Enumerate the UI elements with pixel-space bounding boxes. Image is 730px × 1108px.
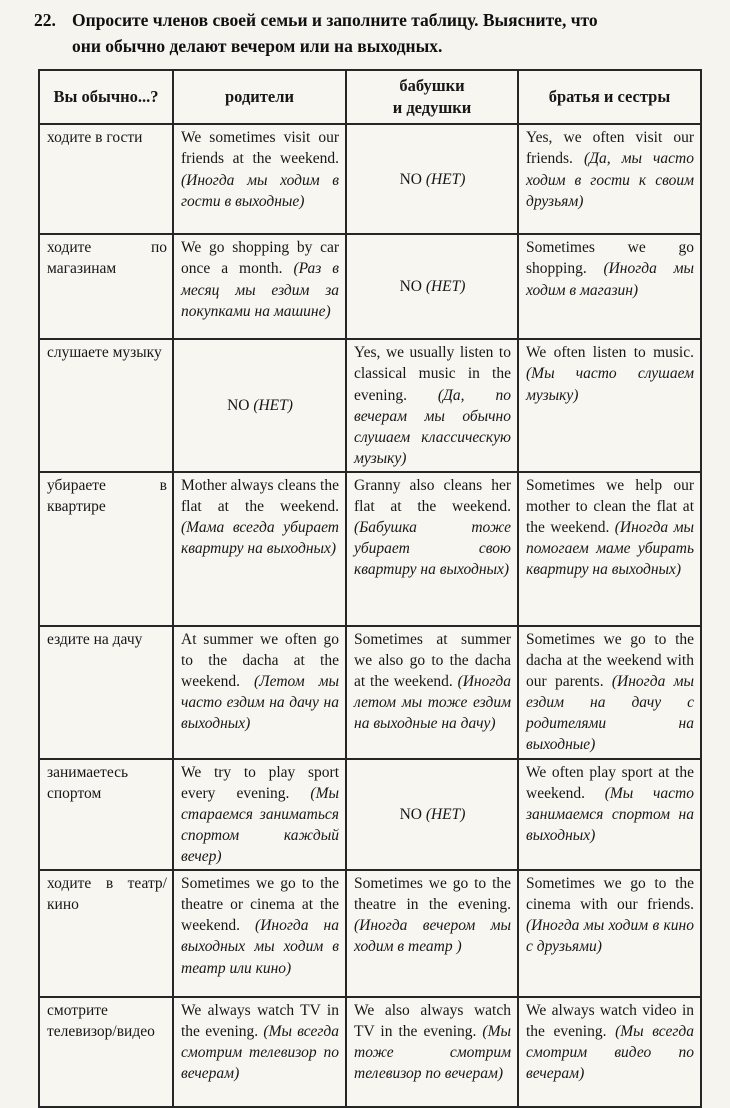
answer-ru: (Да, по вечерам мы обычно слушаем классическую музыку) (354, 387, 511, 467)
answer-ru: (Да, мы часто ходим в гости к своим друзьям) (526, 150, 694, 209)
answer-ru: (НЕТ) (253, 397, 293, 414)
table-row-cleaning (39, 472, 701, 626)
parents-cell (173, 472, 346, 626)
table-header (39, 70, 701, 125)
activity-cell: смотрите телевизор/видео (39, 997, 173, 1107)
answer-en: We go shopping by car once a month. (181, 239, 339, 277)
parents-cell (173, 759, 346, 870)
table-row-dacha (39, 626, 701, 759)
answer-en: Granny also cleans her flat at the weekend. (354, 477, 511, 515)
answer-ru: (Иногда мы ходим в кино с друзьями) (526, 917, 694, 955)
answer-en: We always watch TV in the evening. (181, 1002, 339, 1040)
answer-en: We always watch video in the evening. (526, 1002, 694, 1040)
activity-cell: ездите на дачу (39, 626, 173, 759)
answer-ru: (НЕТ) (426, 278, 466, 295)
siblings-cell (518, 472, 701, 626)
table-row-shopping (39, 234, 701, 339)
answer-ru: (Мы стараемся заниматься спортом каждый вечер) (181, 785, 339, 865)
answer-en: NO (227, 397, 253, 414)
exercise-title (0, 0, 730, 60)
parents-cell (173, 234, 346, 339)
activity-cell: убираете в квартире (39, 472, 173, 626)
header-grandparents-line-2: и дедушки (393, 98, 472, 117)
table-row-theatre-cinema (39, 870, 701, 997)
table-row-sport (39, 759, 701, 870)
parents-cell (173, 124, 346, 234)
answer-en: NO (400, 278, 426, 295)
answer-ru: (Мы тоже смотрим телевизор по вечерам) (354, 1023, 511, 1082)
answer-ru: (Иногда мы ездим на дачу с родителями на выходные) (526, 673, 694, 753)
answer-en: Sometimes we help our mother to clean the flat at the weekend. (526, 477, 694, 536)
table-row-music (39, 339, 701, 471)
siblings-cell (518, 124, 701, 234)
answer-en: We also always watch TV in the evening. (354, 1002, 511, 1040)
grandparents-cell (346, 870, 518, 997)
grandparents-cell (346, 472, 518, 626)
answer-ru: (Мы всегда смотрим телевизор по вечерам) (181, 1023, 339, 1082)
answer-en: Sometimes we go to the dacha at the weekend with our parents. (526, 631, 694, 690)
activity-cell: ходите в гости (39, 124, 173, 234)
answer-ru: (Мы часто занимаемся спортом на выходных) (526, 785, 694, 844)
grandparents-cell (346, 626, 518, 759)
answer-ru: (Мы всегда смотрим видео по вечерам) (526, 1023, 694, 1082)
table-row-visiting (39, 124, 701, 234)
answer-en: Mother always cleans the flat at the weekend. (181, 477, 339, 515)
answer-en: We often listen to music. (526, 344, 694, 361)
instruction-line-2: они обычно делают вечером или на выходных. (72, 36, 442, 56)
answer-en: Sometimes at summer we also go to the dacha at the weekend. (354, 631, 511, 690)
header-parents-column: родители (173, 70, 346, 125)
answer-ru: (НЕТ) (426, 806, 466, 823)
grandparents-cell (346, 997, 518, 1107)
siblings-cell (518, 626, 701, 759)
answer-en: Yes, we usually listen to classical music in the evening. (354, 344, 511, 403)
answer-en: We try to play sport every evening. (181, 764, 339, 802)
grandparents-cell (346, 339, 518, 471)
header-grandparents-column (346, 70, 518, 125)
siblings-cell (518, 759, 701, 870)
answer-ru: (Иногда мы ходим в гости в выходные) (181, 172, 339, 210)
answer-en: We often play sport at the weekend. (526, 764, 694, 802)
activity-cell: ходите по магазинам (39, 234, 173, 339)
header-siblings-column: братья и сестры (518, 70, 701, 125)
survey-table (38, 69, 702, 1108)
answer-en: At summer we often go to the dacha at the weekend. (181, 631, 339, 690)
parents-cell (173, 997, 346, 1107)
answer-ru: (Раз в месяц мы ездим за покупками на машине) (181, 260, 339, 319)
grandparents-cell (346, 124, 518, 234)
siblings-cell (518, 870, 701, 997)
siblings-cell (518, 339, 701, 471)
activity-cell: занимаетесь спортом (39, 759, 173, 870)
header-row (39, 70, 701, 125)
answer-ru: (Иногда вечером мы ходим в театр ) (354, 917, 511, 955)
answer-en: NO (400, 171, 426, 188)
table-body (39, 124, 701, 1107)
answer-en: Sometimes we go shopping. (526, 239, 694, 277)
exercise-instruction (72, 7, 720, 60)
table-row-tv-video (39, 997, 701, 1107)
answer-en: Sometimes we go to the theatre or cinema at the weekend. (181, 875, 339, 934)
answer-ru: (Бабушка тоже убирает свою квартиру на выходных) (354, 519, 511, 578)
header-question-column: Вы обычно...? (39, 70, 173, 125)
header-grandparents-line-1: бабушки (399, 76, 464, 95)
answer-ru: (Мы часто слушаем музыку) (526, 365, 694, 403)
activity-cell: слушаете музыку (39, 339, 173, 471)
answer-ru: (Иногда летом мы тоже ездим на выходные на дачу) (354, 673, 511, 732)
answer-en: NO (400, 806, 426, 823)
answer-ru: (Иногда на выходных мы ходим в театр или кино) (181, 917, 339, 976)
exercise-number: 22. (34, 7, 72, 60)
answer-ru: (НЕТ) (426, 171, 466, 188)
parents-cell (173, 870, 346, 997)
answer-ru: (Мама всегда убирает квартиру на выходных) (181, 519, 339, 557)
answer-ru: (Летом мы часто ездим на дачу на выходных) (181, 673, 339, 732)
parents-cell (173, 339, 346, 471)
answer-ru: (Иногда мы помогаем маме убирать квартиру на выходных) (526, 519, 694, 578)
answer-en: We sometimes visit our friends at the weekend. (181, 129, 339, 167)
siblings-cell (518, 234, 701, 339)
parents-cell (173, 626, 346, 759)
grandparents-cell (346, 759, 518, 870)
activity-cell: ходите в театр/кино (39, 870, 173, 997)
siblings-cell (518, 997, 701, 1107)
instruction-line-1: Опросите членов своей семьи и заполните таблицу. Выясните, что (72, 10, 598, 30)
grandparents-cell (346, 234, 518, 339)
answer-en: Sometimes we go to the cinema with our friends. (526, 875, 694, 913)
answer-ru: (Иногда мы ходим в магазин) (526, 260, 694, 298)
answer-en: Yes, we often visit our friends. (526, 129, 694, 167)
answer-en: Sometimes we go to the theatre in the evening. (354, 875, 511, 913)
